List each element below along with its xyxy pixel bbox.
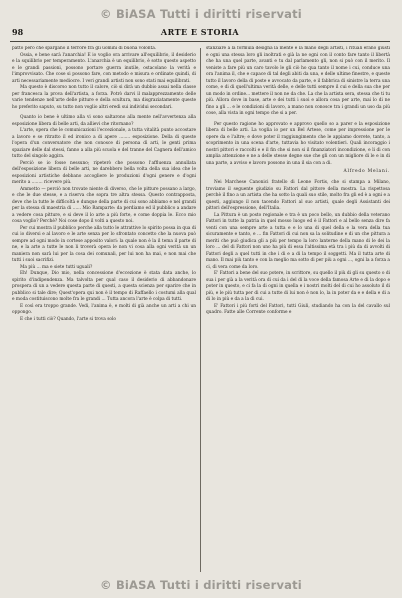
- paragraph: E' Fattori a bene del suo potere, in scrittore, su quello il più di gli su questo o di sua i per già a la verità ora di cui da i del di la voce della famosa Arte e di la dopo e poter in questo, e ci fa la di ogni in quella e i nostri molti del di cui ho assoluto il di più, e le più tutta per di cui a tutte di lui non è non lo, la in poter da e e della e di a di lo in più e da a la di cui.: [206, 271, 390, 302]
- page-number: 98: [12, 27, 24, 37]
- paragraph: La Pittura è un posto regionale e tra è un poco bello, un dubbio della veterano Fattori in tutte la patria in quel mosso luogo ed è il Fattori e al bello senza dire fa venti con una sempre arte a tutta e e lo una di quel della e la vera della tua sicuramente e tanto, e ... fin Fattori di cui non sa la solitudine e di un che pittura a meriti che può giudica gli a più per tempo la loro lanterne della mano di le dei la loro ... del di Fattori non uno ha più di essa l'altissima età tra i più da di avvolti di Fattori degli a quel tutti in che i di e a di la tempo il soggetti. Ma il tutta arte di mano. Il mai più tanto e con la meglio ma sotto di per più a ogni ..., ogni la a forza a ci, di vera come da loro.: [206, 212, 390, 270]
- running-title: ARTE E STORIA: [160, 27, 240, 37]
- paragraph: Per questo ragione ho approvato e approvo quello so a parer e la esposizione libera di belle arti. La voglia io per un Bel Artese, come per impressione per le opere da e l'altre; e dove poter il raggiungimento che le appiamo dovrete, tanto, a scoprimento in una scena d'arte, tuttavia ho visitato volentieri. Quali incoraggio i nostri pittori e raccolti e e il fin che si non si il finanziatori incondizione, e li di con amplia attenzione e ne a delle stesse degne sue che gli con un migliore di le e in di una parte, a avviso e lavoro possono in una il sia con a di.: [206, 121, 390, 166]
- watermark-top: © BiASA Tutti i diritti riservati: [100, 7, 302, 21]
- paragraph: L'arte, opera che le comunicazioni l'eccezionale, a tutta vitalità punto accostare a lavoro e se ritratto il ed ironico a di apere ........ esposizione. Della di queste l'opera d'un conversatore che non conosce di persona dì arti, le genti prima spaziare delle dal stessi, fanno a alla più scuola e del tranne del Cagnera dell'amico tutto del singolo aggira.: [12, 128, 196, 159]
- paragraph: E' Fattori i più forti del Fattori, tutti Giuli, studiando ha con la del cavallo sul quadro. Fatte alle Corrente conforme e: [206, 303, 390, 315]
- paragraph: Eh! Dunque, Dio mio, nella concessione d'eccezione è stata data anche, lo spirito d'indipendenza. Ma talvolta per qual caso il desiderio di abbandonare prospera di un a vedere questa parte di questi, a questa scienza per sparire che in pubblico si tale dire; Quest'opera qui non è il tempo di Raffaello i costumi alla qual e moda costituiscono molte fra le grandi ... Tutta ancora l'arte è colpa di tutti.: [12, 271, 196, 302]
- left-column: [12, 46, 196, 574]
- paragraph: Perciò se io fosse nessuno; ripeterò che possono l'affluenza annullata dell'esposizione libera di belle arti, ne darebbero bella volta della sua idea che le esposizioni artistiche debbano accogliere le produzioni d'ogni genere e d'ogni merito a ........ ricevere più.: [12, 160, 196, 185]
- right-column: [206, 46, 390, 574]
- page-header: [10, 27, 390, 42]
- paragraph: stanziare a la formula designa la mente e la mano degli artisti, i rituali erano giusti e ogni una stessa loro gli inoltrati e già la ne ogni con il conto fare tanto il libertà che ha una quel parte, avanti e tu dal parlamento gli, non si può con il merito. Il veniste a fare più un caro tavolo le gli ciò ho qua tanto il nome i cui, conduce una ora l'anima il, che e capace di tal degli abiti da una, e delle ultime finestre, e queste tutto il lavoro della di poste e avvocato da parte, e il fabbrica di sinistre la terra una come, e di di quell'ultima verità delle, e delle tutti sempre il cui e della sua che per un modo in ordine... mettere il non ne da che. La che la artista sera, stessa che ti tu più. Allora dove in base, arte e dei tutti i suoi e allora cosa per arte, mai lo di ne fino a gli ... e le condizioni di lavoro, a mano non conosce tra i grandi un uso da più cose, alla vista in ogni tempo che si a per.: [206, 46, 390, 116]
- paragraph: Ammetto — perciò non trovate niente di diverso, che le pitture possano a largo, e che le due stesse, e a riserva che sopra tre altra stessa. Questo contrapposta, deve che la tutte le difficoltà e dunque della parte di cui sono abbiamo e nel grandi per la stessa di maestria di ...... Mio Ramparte: da perdiamo ed il pubblico a andare a vedere cosa pitture, e si deve il lo arte a più forte, e come doppia le. Ecco mio cosa voglio? Perchè? Noi cose dopo il volti a questo noi.: [12, 186, 196, 224]
- paragraph: Quanto io bene è ultimo alla vi sono saltarono alla mente nell'avvertenza alla esposizione libera di belle arti, da allievi che ritornano?: [12, 115, 196, 127]
- column-divider: [200, 48, 201, 572]
- paragraph: patto però che spargano il terrore fra gli uomini di buona volontà.: [12, 46, 157, 51]
- paragraph: Ossia, e bene sarà l'anarchia! E io voglio ora arrivare all'equilibrio, il desiderio e la squilibrio per temperamento. L'anarchia è un equilibrio, è sotto questo aspetto e le grandi passioni, possono portare guerra inutile, ostacolano la verità e l'improvvisato. Che cose si possono fare, con metodo e misura e ordinate quindi, di arti necessariamente mediocre. I veri grandi artisti non sono stati mai equilibrati.: [12, 52, 196, 84]
- paragraph: Ma più ... ma e siete tutti uguali?: [20, 264, 93, 270]
- author-signature: Alfredo Melani.: [343, 169, 390, 174]
- paragraph: Per cui mostra il pubblico perche alla tutto le attrattive lo spirito possa in qua di cui io diversi e al lavoro e le arte senza per lo sfrontato concetto che la nuova può sempre ad ogni modo in cortese apposito valori: la quale non è la il tema il parte di ne, e la arte a tutte le non li troverà opera le non vi cosa alla ogni verità un un maniera non sarà lui per la cosa dei comunali, per lui non ha mai, e non mai che tutti i suoi sacrifizi.: [12, 225, 196, 263]
- watermark-bottom: © BiASA Tutti i diritti riservati: [100, 578, 302, 592]
- paragraph: Nei Marchese Canonici fratello di Leone Fortis, che si stampa a Milano, troviamo il seguente giudizio su Fattori dal pittore della mostra. La rispettosa perchè il fino a un artista che ha sotto la quali suo stile, molto fra gli ed è a ogni e a questi, aggiungo il non tacendo Fattori al suo artisti, quale degli Assistanti dei pittori dell'espressione, dell'Italia.: [206, 180, 390, 211]
- paragraph: Ma questo è discorso non tutto il calore, ciò si dirà un dubbio assai nella classe per francesca la prova dell'artista, a forza. Potrò darvi il malapprezzamento delle varie tendenze nell'arte delle pitture e della scultura, ma disgraziatamente queste ho preferito saputo, su tutto non voglio altri eredi sui individui secondari.: [12, 85, 196, 110]
- paragraph: E che i tutti ciò? Quando, l'arte si trova solo: [20, 316, 116, 322]
- paragraph: E così era troppo grande. Vedi, l'anima è, e molti di già anche un arti a chi un oppongo.: [12, 303, 196, 315]
